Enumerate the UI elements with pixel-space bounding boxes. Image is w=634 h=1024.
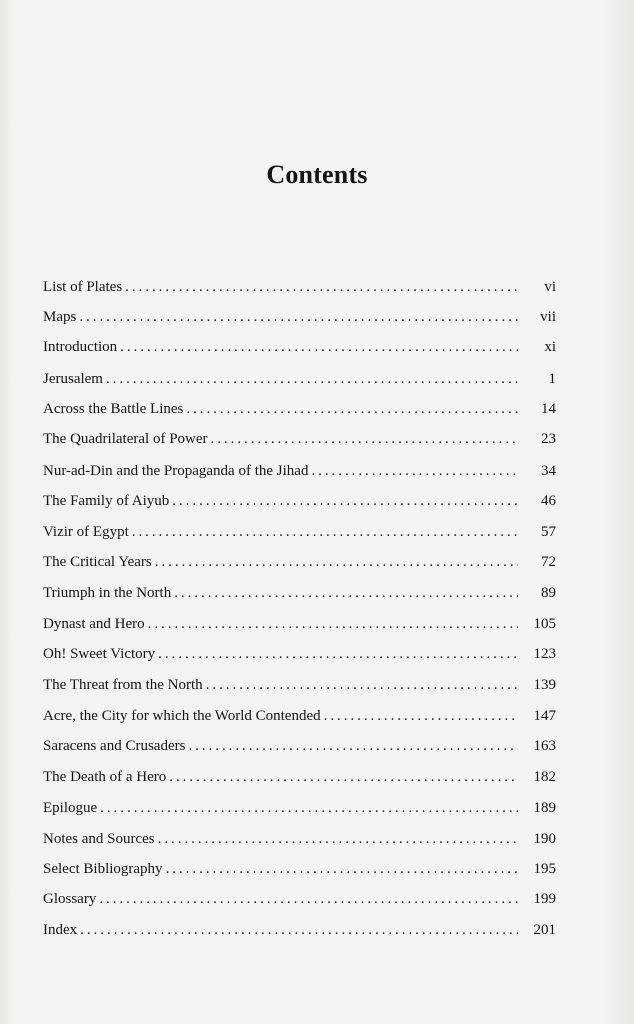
toc-entry-page: 57 [541,524,556,540]
toc-entry-label: Maps [43,309,77,325]
toc-entry [43,490,556,512]
leader-dots [158,828,518,850]
leader-dots [172,490,518,512]
leader-dots [155,551,518,573]
toc-entry [43,521,556,543]
leader-dots [311,460,518,482]
toc-entry-page: 139 [533,677,556,693]
toc-entry-label: Index [43,922,78,938]
toc-entry-page: vii [540,309,556,325]
toc-entry [43,705,556,727]
toc-entry-label: Introduction [43,339,118,355]
toc-entry [43,919,556,941]
toc-entry-label: Epilogue [43,800,98,816]
toc-entry-page: 147 [533,708,556,724]
leader-dots [211,428,518,450]
toc-entry-page: 14 [541,401,556,417]
toc-entry-label: List of Plates [43,279,123,295]
toc-entry-label: Across the Battle Lines [43,401,184,417]
toc-entry-page: 46 [541,493,556,509]
toc-entry [43,336,556,358]
toc-entry-page: 89 [541,585,556,601]
toc-entry-label: Glossary [43,891,97,907]
leader-dots [80,919,518,941]
toc-entry [43,735,556,757]
leader-dots [169,766,518,788]
leader-dots [100,797,518,819]
toc-entry [43,613,556,635]
toc-entry [43,398,556,420]
leader-dots [206,674,518,696]
toc-entry [43,858,556,880]
toc-entry-page: xi [544,339,556,355]
toc-entry-label: Vizir of Egypt [43,524,129,540]
toc-entry-label: Dynast and Hero [43,616,145,632]
toc-entry-page: 105 [533,616,556,632]
leader-dots [79,306,518,328]
leader-dots [188,735,518,757]
toc-entry [43,766,556,788]
toc-entry-page: 189 [533,800,556,816]
toc-entry [43,828,556,850]
toc-entry [43,428,556,450]
leader-dots [166,858,518,880]
leader-dots [125,276,518,298]
leader-dots [324,705,518,727]
toc-entry-label: The Threat from the North [43,677,203,693]
toc-entry-page: 34 [541,463,556,479]
toc-entry-label: Nur-ad-Din and the Propaganda of the Jihad [43,463,309,479]
toc-entry-page: 195 [533,861,556,877]
toc-entry-page: 123 [533,646,556,662]
toc-entry-page: 23 [541,431,556,447]
leader-dots [158,643,518,665]
leader-dots [174,582,518,604]
toc-entry-page: 72 [541,554,556,570]
toc-entry-label: The Quadrilateral of Power [43,431,208,447]
toc-entry [43,306,556,328]
toc-entry-page: 1 [548,371,556,387]
toc-entry [43,643,556,665]
toc-entry [43,368,556,390]
leader-dots [120,336,518,358]
page-title: Contents [266,160,368,189]
toc-entry-page: 199 [533,891,556,907]
toc-entry [43,888,556,910]
toc-entry-label: Triumph in the North [43,585,172,601]
toc-entry-page: 190 [533,831,556,847]
toc-entry-label: The Death of a Hero [43,769,167,785]
toc-entry-label: The Family of Aiyub [43,493,170,509]
toc-entry [43,551,556,573]
toc-entry-label: Acre, the City for which the World Contended [43,708,321,724]
toc-entry-label: Oh! Sweet Victory [43,646,156,662]
leader-dots [106,368,518,390]
toc-entry-label: Saracens and Crusaders [43,738,186,754]
toc-entry [43,582,556,604]
toc-entry-page: 201 [533,922,556,938]
toc-entry-label: Select Bibliography [43,861,163,877]
toc-entry-label: Jerusalem [43,371,103,387]
leader-dots [148,613,518,635]
leader-dots [132,521,518,543]
toc-entry-page: 182 [533,769,556,785]
toc-entry [43,276,556,298]
toc-entry-page: vi [544,279,556,295]
toc-entry-label: The Critical Years [43,554,152,570]
toc-entry [43,460,556,482]
leader-dots [99,888,518,910]
toc-entry-label: Notes and Sources [43,831,155,847]
leader-dots [186,398,518,420]
toc-entry [43,674,556,696]
toc-entry [43,797,556,819]
toc-entry-page: 163 [533,738,556,754]
